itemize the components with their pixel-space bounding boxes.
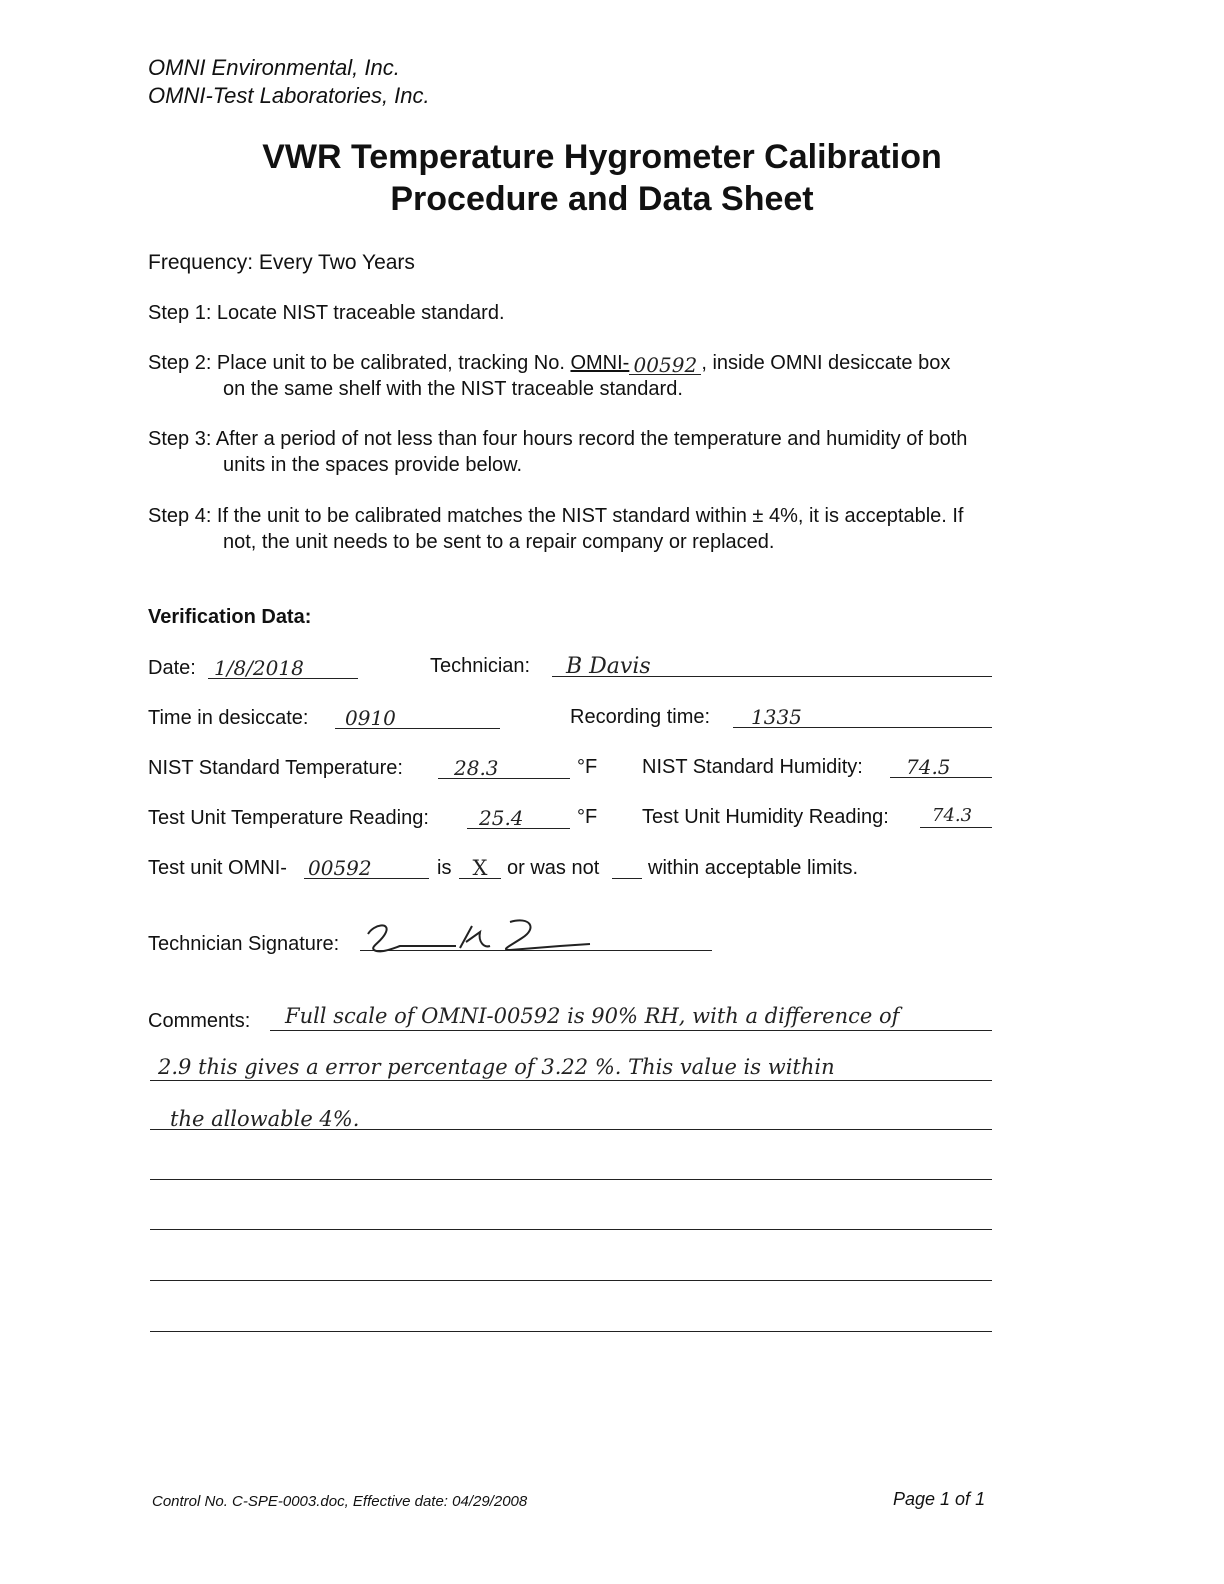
frequency: Frequency: Every Two Years xyxy=(148,251,415,274)
test-temp-label: Test Unit Temperature Reading: xyxy=(148,807,429,829)
step-4-line-2: not, the unit needs to be sent to a repair company or replaced. xyxy=(223,531,775,553)
comments-label: Comments: xyxy=(148,1010,251,1032)
test-temp-unit: °F xyxy=(577,806,598,828)
test-temp-value: 25.4 xyxy=(479,806,524,830)
technician-label: Technician: xyxy=(430,655,531,677)
page-number: Page 1 of 1 xyxy=(893,1489,986,1509)
nist-temp-field[interactable] xyxy=(438,756,570,779)
time-desiccate-value: 0910 xyxy=(345,706,396,730)
test-unit-label: Test unit OMNI- xyxy=(148,857,287,879)
step-2-line-2: on the same shelf with the NIST traceable standard. xyxy=(223,378,683,400)
test-temp-field[interactable] xyxy=(467,806,570,829)
recording-time-value: 1335 xyxy=(751,705,802,729)
step-4: Step 4: If the unit to be calibrated matches the NIST standard within ± 4%, it is acceptable. If xyxy=(148,505,964,527)
comment-rule-2[interactable] xyxy=(150,1080,992,1081)
company-name-1: OMNI Environmental, Inc. xyxy=(148,55,400,80)
nist-humidity-value: 74.5 xyxy=(906,755,951,779)
time-desiccate-field[interactable] xyxy=(335,706,500,729)
recording-time-label: Recording time: xyxy=(570,706,711,728)
test-unit-field[interactable] xyxy=(304,856,429,879)
comment-rule-3[interactable] xyxy=(150,1129,992,1130)
comment-rule-4[interactable] xyxy=(150,1179,992,1180)
is-mark: X xyxy=(472,856,488,880)
page-subtitle: Procedure and Data Sheet xyxy=(390,180,814,218)
was-not-checkbox[interactable] xyxy=(612,856,642,879)
test-humidity-label: Test Unit Humidity Reading: xyxy=(642,806,889,828)
test-humidity-field[interactable] xyxy=(920,805,992,828)
limits-label: within acceptable limits. xyxy=(648,857,859,879)
technician-value: B Davis xyxy=(566,654,651,679)
nist-humidity-label: NIST Standard Humidity: xyxy=(642,756,863,778)
technician-field[interactable] xyxy=(552,654,992,677)
recording-time-field[interactable] xyxy=(733,705,992,728)
comment-line-3: the allowable 4%. xyxy=(170,1107,360,1131)
is-label: is xyxy=(437,857,452,879)
nist-humidity-field[interactable] xyxy=(890,755,992,778)
signature-label: Technician Signature: xyxy=(148,933,340,955)
signature-scribble xyxy=(360,912,600,960)
step-3: Step 3: After a period of not less than four hours record the temperature and humidity of both xyxy=(148,428,968,450)
step-2-suffix: , inside OMNI desiccate box xyxy=(701,352,951,374)
step-1: Step 1: Locate NIST traceable standard. xyxy=(148,302,505,324)
comment-line-2: 2.9 this gives a error percentage of 3.22 %. This value is within xyxy=(158,1055,835,1079)
tracking-label: OMNI- xyxy=(570,352,630,374)
company-name-2: OMNI-Test Laboratories, Inc. xyxy=(148,83,430,108)
comment-rule-5[interactable] xyxy=(150,1229,992,1230)
tracking-value: 00592 xyxy=(633,353,698,377)
date-value: 1/8/2018 xyxy=(214,656,304,680)
nist-temp-unit: °F xyxy=(577,756,598,778)
comment-rule-1[interactable] xyxy=(270,1030,992,1031)
comment-rule-6[interactable] xyxy=(150,1280,992,1281)
page-title: VWR Temperature Hygrometer Calibration xyxy=(262,138,942,176)
date-field[interactable] xyxy=(208,656,358,679)
is-acceptable-checkbox[interactable] xyxy=(459,856,501,879)
comment-rule-7[interactable] xyxy=(150,1331,992,1332)
test-unit-value: 00592 xyxy=(308,856,372,880)
control-number: Control No. C-SPE-0003.doc, Effective date: 04/29/2008 xyxy=(152,1493,528,1510)
nist-temp-label: NIST Standard Temperature: xyxy=(148,757,403,779)
step-3-line-2: units in the spaces provide below. xyxy=(223,454,523,476)
nist-temp-value: 28.3 xyxy=(454,756,499,780)
step-2 xyxy=(148,352,950,375)
date-label: Date: xyxy=(148,657,196,679)
step-2-prefix: Step 2: Place unit to be calibrated, tracking No. xyxy=(148,352,571,374)
test-humidity-value: 74.3 xyxy=(932,805,973,826)
comment-line-1: Full scale of OMNI-00592 is 90% RH, with a difference of xyxy=(285,1004,900,1028)
tracking-field[interactable] xyxy=(629,353,701,375)
was-not-label: or was not xyxy=(507,857,600,879)
time-desiccate-label: Time in desiccate: xyxy=(148,707,309,729)
verification-heading: Verification Data: xyxy=(148,606,312,628)
